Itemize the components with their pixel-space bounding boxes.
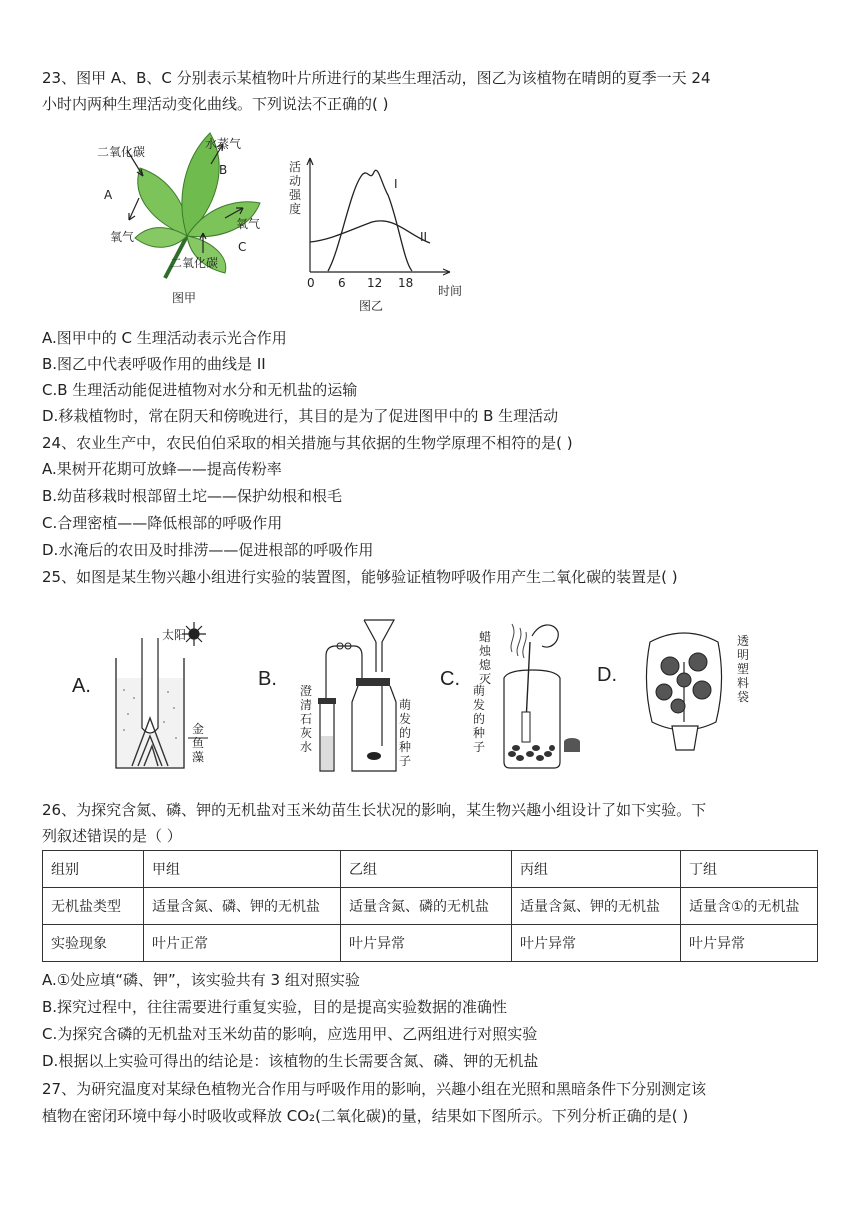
table-row xyxy=(43,851,818,888)
limewater-label: 澄清石灰水 xyxy=(299,684,312,754)
q23-option-a: A.图甲中的 C 生理活动表示光合作用 xyxy=(42,329,287,347)
q26-stem-line1: 26、为探究含氮、磷、钾的无机盐对玉米幼苗生长状况的影响，某生物兴趣小组设计了如下实验。下 xyxy=(42,801,707,819)
q24-option-d: D.水淹后的农田及时排涝——促进根部的呼吸作用 xyxy=(42,541,374,559)
sun-label: 太阳 xyxy=(162,628,187,642)
yi-ylabel: 活动强度 xyxy=(288,160,301,216)
q26-stem-line2: 列叙述错误的是（ ） xyxy=(42,827,182,845)
x-tick-0: 0 xyxy=(307,276,315,290)
curve-II-label: II xyxy=(420,230,428,244)
label-A: A xyxy=(104,188,113,202)
sprouting-seeds-label-c: 萌发的种子 xyxy=(472,684,485,754)
table-cell: 叶片异常 xyxy=(681,925,818,962)
q24-stem: 24、农业生产中，农民伯伯采取的相关措施与其依据的生物学原理不相符的是( ) xyxy=(42,434,573,452)
co2-top-label: 二氧化碳 xyxy=(97,145,146,159)
fig-c-letter: C. xyxy=(440,668,460,690)
q23-option-c: C.B 生理活动能促进植物对水分和无机盐的运输 xyxy=(42,381,358,399)
sprouting-seeds-label-b: 萌发的种子 xyxy=(398,698,411,768)
fig-d-apparatus xyxy=(640,622,730,772)
table-row xyxy=(43,888,818,925)
table-cell: 适量含氮、磷、钾的无机盐 xyxy=(144,888,341,925)
q23-stem-line1: 23、图甲 A、B、C 分别表示某植物叶片所进行的某些生理活动，图乙为该植物在晴朗的夏季一天 24 xyxy=(42,69,711,87)
table-cell: 甲组 xyxy=(144,851,341,888)
table-cell: 适量含①的无机盐 xyxy=(681,888,818,925)
table-cell: 叶片正常 xyxy=(144,925,341,962)
curve-II xyxy=(310,221,430,243)
q24-option-a: A.果树开花期可放蜂——提高传粉率 xyxy=(42,460,282,478)
fig-d-letter: D. xyxy=(597,664,617,686)
table-cell: 无机盐类型 xyxy=(43,888,144,925)
label-B: B xyxy=(219,163,228,177)
q24-option-c: C.合理密植——降低根部的呼吸作用 xyxy=(42,514,283,532)
figure-jia-caption: 图甲 xyxy=(172,291,197,305)
co2-bottom-label: 二氧化碳 xyxy=(170,256,219,270)
q26-option-c: C.为探究含磷的无机盐对玉米幼苗的影响，应选用甲、乙两组进行对照实验 xyxy=(42,1025,538,1043)
q23-option-d: D.移栽植物时，常在阴天和傍晚进行，其目的是为了促进图甲中的 B 生理活动 xyxy=(42,407,559,425)
table-cell: 实验现象 xyxy=(43,925,144,962)
table-row xyxy=(43,925,818,962)
q27-stem-line1: 27、为研究温度对某绿色植物光合作用与呼吸作用的影响，兴趣小组在光照和黑暗条件下分别测定该 xyxy=(42,1080,707,1098)
table-cell: 丙组 xyxy=(512,851,681,888)
q24-option-b: B.幼苗移栽时根部留土坨——保护幼根和根毛 xyxy=(42,487,343,505)
table-cell: 组别 xyxy=(43,851,144,888)
q26-option-a: A.①处应填“磷、钾”，该实验共有 3 组对照实验 xyxy=(42,971,360,989)
fig-a-letter: A. xyxy=(72,675,91,697)
table-cell: 丁组 xyxy=(681,851,818,888)
plastic-bag-label: 透明塑料袋 xyxy=(736,634,749,704)
x-tick-6: 6 xyxy=(338,276,346,290)
curve-I xyxy=(328,170,412,271)
table-cell: 适量含氮、钾的无机盐 xyxy=(512,888,681,925)
x-tick-12: 12 xyxy=(367,276,383,290)
figure-yi-caption: 图乙 xyxy=(359,299,384,313)
q25-stem: 25、如图是某生物兴趣小组进行实验的装置图，能够验证植物呼吸作用产生二氧化碳的装置是( ) xyxy=(42,568,678,586)
figure-yi xyxy=(300,150,460,280)
x-axis-label: 时间 xyxy=(438,284,463,298)
experiment-table xyxy=(42,850,818,962)
label-C: C xyxy=(238,240,247,254)
fig-b-letter: B. xyxy=(258,668,277,690)
candle-out-label: 蜡烛熄灭 xyxy=(478,630,491,686)
water-vapor-label: 水蒸气 xyxy=(205,137,242,151)
goldfish-weed-label: 金鱼藻 xyxy=(191,722,204,764)
o2-right-label: 氧气 xyxy=(236,217,261,231)
fig-c-apparatus xyxy=(490,612,580,777)
x-tick-18: 18 xyxy=(398,276,414,290)
table-cell: 叶片异常 xyxy=(512,925,681,962)
curve-I-label: I xyxy=(394,177,398,191)
q26-option-b: B.探究过程中，往往需要进行重复实验，目的是提高实验数据的准确性 xyxy=(42,998,508,1016)
q23-option-b: B.图乙中代表呼吸作用的曲线是 II xyxy=(42,355,266,373)
q27-stem-line2: 植物在密闭环境中每小时吸收或释放 CO₂(二氧化碳)的量，结果如下图所示。下列分析正确的是( ) xyxy=(42,1107,689,1125)
q23-stem-line2: 小时内两种生理活动变化曲线。下列说法不正确的( ) xyxy=(42,95,389,113)
table-cell: 乙组 xyxy=(341,851,512,888)
q26-option-d: D.根据以上实验可得出的结论是：该植物的生长需要含氮、磷、钾的无机盐 xyxy=(42,1052,539,1070)
table-cell: 叶片异常 xyxy=(341,925,512,962)
table-cell: 适量含氮、磷的无机盐 xyxy=(341,888,512,925)
o2-left-label: 氧气 xyxy=(110,230,135,244)
